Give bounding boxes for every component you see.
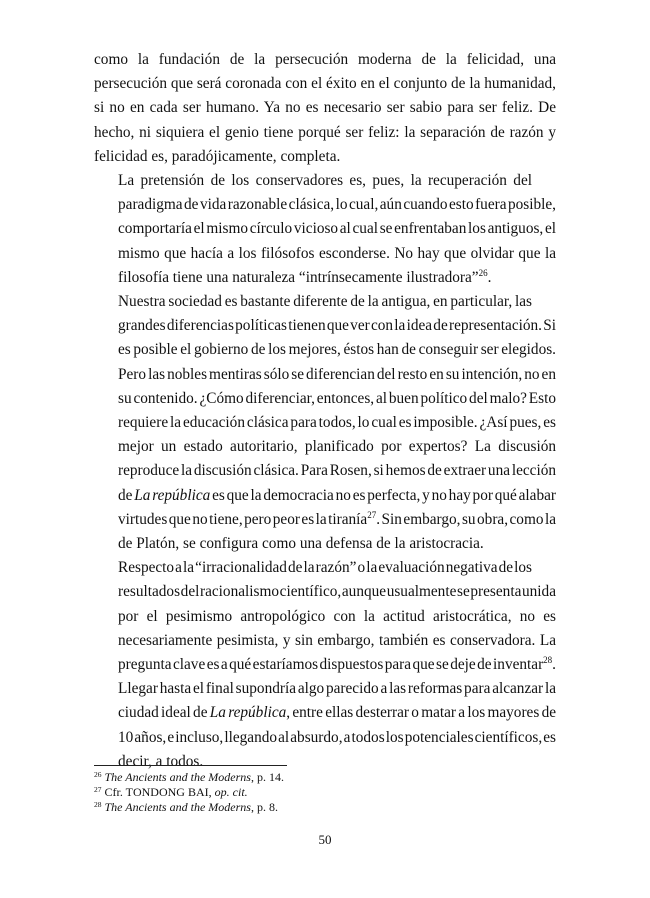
paragraph-3	[94, 290, 556, 556]
footnote-ref-27[interactable]: 27	[367, 509, 377, 520]
page-number: 50	[318, 832, 332, 847]
text-line: Llegar hasta el final supondría algo parecido a las reformas para alcanzar la	[118, 680, 556, 698]
text-line	[94, 701, 556, 725]
text-run: , p. 14.	[250, 770, 284, 784]
text-line: de Platón, se configura como una defensa de la aristocracia.	[118, 535, 484, 553]
text-line: como la fundación de la persecución moderna de la felicidad, una	[94, 51, 557, 68]
footnote-28	[94, 800, 556, 815]
text-line: requiere la educación clásica para todos, lo cual es imposible. ¿Así pues, es	[118, 414, 556, 432]
text-run: .	[487, 268, 492, 286]
text-line: paradigma de vida razonable clásica, lo cual, aún cuando esto fuera posible,	[118, 196, 556, 214]
text-line: Nuestra sociedad es bastante diferente de la antigua, en particular, las	[118, 293, 532, 311]
book-title: The Ancients and the Moderns	[104, 799, 251, 814]
text-run: es que la democracia no es perfecta, y no hay por qué alabar	[210, 486, 556, 504]
text-run: ciudad ideal de	[118, 704, 210, 722]
book-title: The Ancients and the Moderns	[104, 770, 251, 784]
paragraph-1	[94, 48, 556, 169]
text-line: persecución que será coronada con el éxito en el conjunto de la humanidad,	[94, 75, 556, 93]
text-line: 10 años, e incluso, llegando al absurdo, a todos los potenciales científicos, es	[118, 728, 556, 746]
text-line: La pretensión de los conservadores es, pues, la recuperación del	[118, 172, 532, 190]
text-line: grandes diferencias políticas tienen que ver con la idea de representación. Si	[118, 317, 556, 335]
footnote-separator	[94, 765, 287, 766]
text-line: mismo que hacía a los filósofos esconderse. No hay que olvidar que la	[118, 244, 556, 262]
text-line: comportaría el mismo círculo vicioso al cual se enfrentaban los antiguos, el	[118, 220, 557, 238]
footnote-number: 28	[94, 799, 102, 809]
footnotes	[94, 770, 556, 814]
text-line	[94, 653, 556, 677]
text-run: ,	[208, 784, 215, 799]
footnote-26	[94, 770, 556, 785]
paragraph-2	[94, 169, 556, 290]
author-name	[126, 785, 209, 799]
text-line: su contenido. ¿Cómo diferenciar, entonces, al buen político del malo? Esto	[118, 389, 557, 407]
footnote-ref-26[interactable]: 26	[478, 267, 488, 278]
text-run: de	[118, 486, 135, 504]
citation-italic: op. cit.	[214, 784, 248, 799]
body-text	[94, 48, 556, 774]
text-line: Respecto a la “irracionalidad de la razón” o la evaluación negativa de los	[118, 559, 532, 577]
text-run: . Sin embargo, su obra, como la	[376, 510, 557, 528]
footnote-number: 27	[94, 784, 102, 794]
book-title: La república	[134, 486, 211, 504]
text-run: .	[552, 656, 556, 674]
text-line	[94, 266, 556, 290]
text-run: T	[125, 784, 133, 799]
footnote-number: 26	[94, 770, 102, 779]
text-line: si no en cada ser humano. Ya no es necesario ser sabio para ser feliz. De	[94, 99, 556, 117]
text-run: , entre ellas desterrar o matar a los mayores de	[286, 704, 557, 722]
text-line: hecho, ni siquiera el genio tiene porqué ser feliz: la separación de razón y	[94, 123, 556, 141]
footnote-ref-28[interactable]: 28	[543, 655, 553, 666]
text-line: Pero las nobles mentiras sólo se diferencian del resto en su intención, no en	[118, 365, 556, 383]
text-run: , p. 8.	[250, 799, 278, 814]
text-line	[94, 508, 556, 532]
text-line: felicidad es, paradójicamente, completa.	[94, 147, 341, 165]
text-line: es posible el gobierno de los mejores, éstos han de conseguir ser elegidos.	[118, 341, 556, 359]
text-run: pregunta clave es a qué estaríamos dispuestos para que se deje de inventar	[118, 656, 544, 674]
text-line: mejor un estado autoritario, planificado por expertos? La discusión	[118, 438, 556, 456]
footnote-27	[94, 785, 556, 800]
text-line: resultados del racionalismo científico, aunque usualmente se presenta unida	[118, 583, 556, 601]
book-title: La república	[209, 704, 287, 722]
text-run: ONDONG	[132, 784, 188, 799]
text-line: decir, a todos.	[118, 752, 204, 770]
text-line: por el pesimismo antropológico con la actitud aristocrática, no es	[118, 607, 556, 625]
text-run: filosofía tiene una naturaleza “intrínsecamente ilustradora”	[118, 268, 479, 286]
text-line	[94, 484, 556, 508]
text-run: B	[187, 784, 196, 799]
text-line: necesariamente pesimista, y sin embargo, también es conservadora. La	[118, 631, 556, 649]
text-run: virtudes que no tiene, pero peor es la tiranía	[118, 510, 368, 528]
text-run: Cfr.	[104, 784, 126, 799]
text-line: reproduce la discusión clásica. Para Rosen, si hemos de extraer una lección	[118, 462, 557, 480]
text-run: AI	[195, 784, 209, 799]
paragraph-4	[94, 556, 556, 774]
